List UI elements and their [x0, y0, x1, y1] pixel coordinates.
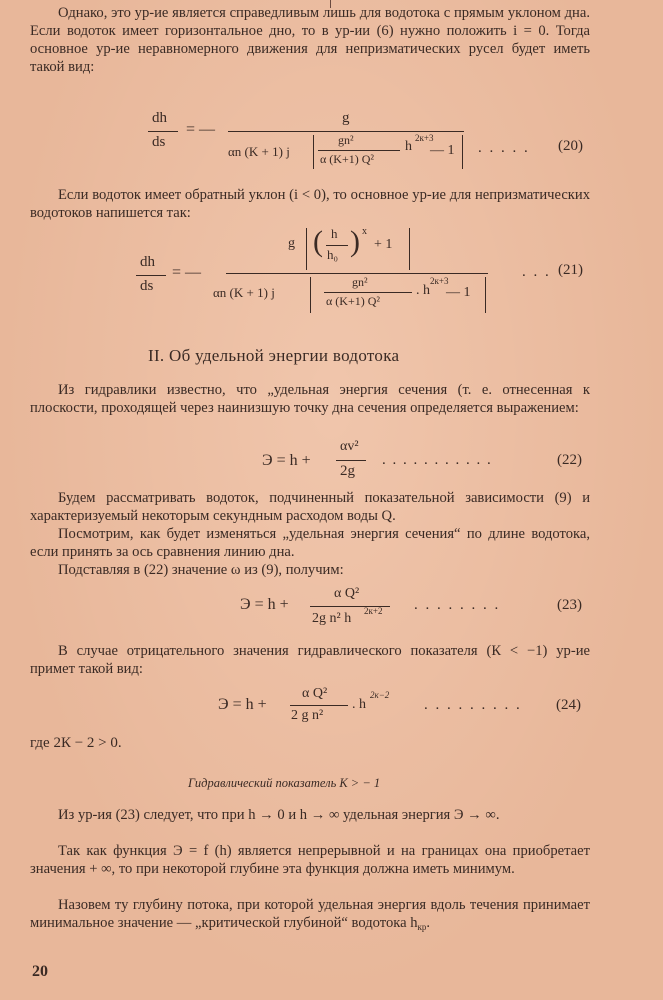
eq20-number: (20): [558, 138, 583, 154]
paragraph-7: Так как функция Э = f (h) является непрерывной и на границах она приобретает значения + ∞, то при некоторой глубине эта функция должна иметь минимум.: [30, 843, 590, 877]
eq20-minus1: — 1: [430, 143, 455, 158]
eq20-dots: . . . . .: [478, 140, 530, 156]
eq24-bar: [290, 705, 348, 706]
eq21-inner-bar: [324, 292, 412, 293]
eq21-minus1: — 1: [446, 285, 471, 300]
paragraph-8-end: .: [426, 915, 431, 931]
eq21-den-prefix: αn (K + 1) j: [213, 285, 275, 300]
eq23-exp: 2к+2: [364, 606, 383, 616]
eq21-x: x: [362, 226, 367, 237]
eq24-number: (24): [556, 697, 581, 713]
paragraph-8-subscript: кр: [417, 922, 427, 932]
eq23-dots: . . . . . . . .: [414, 597, 501, 613]
eq24-num-top: α Q²: [302, 686, 328, 701]
figure-caption: Гидравлический показатель К > − 1: [188, 776, 381, 790]
paragraph-2: Если водоток имеет обратный уклон (i < 0), то основное ур-ие для непризматических водотоков напишется так:: [30, 187, 590, 221]
eq24-exp: 2к−2: [370, 690, 390, 700]
eq20-main-bar: [228, 131, 464, 132]
eq24-dot-h: . h: [352, 697, 366, 712]
eq22-num-bot: 2g: [340, 463, 355, 479]
eq23-den: 2g n² h: [312, 611, 352, 626]
eq21-dots: . . .: [522, 264, 551, 280]
eq20-equals: = —: [186, 121, 216, 138]
eq21-paren-close: ): [350, 225, 360, 258]
eq20-gn2: gn²: [338, 133, 354, 147]
eq24-dots: . . . . . . . . .: [424, 697, 522, 713]
paragraph-5: В случае отрицательного значения гидравлического показателя (К < −1) ур-ие примет такой вид:: [30, 643, 590, 677]
eq20-inner-bar: [318, 150, 400, 151]
eq21-lhs-den: ds: [140, 278, 154, 294]
eq21-gn2: gn²: [352, 275, 368, 289]
eq21-h0: h₀: [327, 247, 339, 262]
eq21-lhs-bar: [136, 275, 166, 276]
eq23-lhs: Э = h +: [240, 596, 289, 613]
eq21-lhs-num: dh: [140, 254, 155, 270]
eq24-lhs: Э = h +: [218, 696, 267, 713]
eq21-paren-open: (: [313, 225, 323, 258]
eq21-h: h: [331, 226, 338, 241]
paragraph-8: [30, 896, 590, 936]
eq21-aKQ: α (K+1) Q²: [326, 294, 380, 308]
eq21-number: (21): [558, 262, 583, 278]
eq24-den: 2 g n²: [291, 708, 324, 723]
eq20-lhs-bar: [148, 131, 178, 132]
eq22-num-top: αv²: [340, 439, 359, 454]
eq20-h: h: [405, 139, 412, 154]
eq21-g: g: [288, 236, 295, 251]
eq22-dots: . . . . . . . . . . .: [382, 452, 493, 468]
eq21-hh0-bar: [326, 245, 348, 246]
eq21-dot-h: . h: [416, 283, 430, 298]
eq22-number: (22): [557, 452, 582, 468]
paragraph-1: Однако, это ур-ие является справедливым лишь для водотока с прямым уклоном дна. Если водоток имеет горизонтальное дно, то в ур-ии (6) нужно положить i = 0. Тогда основное ур-ие неравномерного движения для непризматических русел будет иметь такой вид:: [30, 5, 590, 75]
paragraph-4b: Посмотрим, как будет изменяться „удельная энергия сечения“ по длине водотока, если принять за ось сравнения линию дна.: [30, 526, 590, 560]
eq20-aKQ: α (K+1) Q²: [320, 152, 374, 166]
paragraph-3: Из гидравлики известно, что „удельная энергия сечения (т. е. отнесенная к плоскости, проходящей через наинизшую точку дна сечения определяется выражением:: [30, 382, 590, 416]
eq20-g: g: [342, 110, 350, 126]
eq22-bar: [336, 460, 366, 461]
eq21-main-bar: [226, 273, 488, 274]
eq22-lhs: Э = h +: [262, 452, 311, 469]
eq21-equals: = —: [172, 264, 202, 281]
page-number: 20: [32, 963, 48, 980]
eq21-plus1: + 1: [374, 237, 393, 252]
eq20-exp: 2к+3: [415, 133, 434, 143]
eq20-lhs-den: ds: [152, 134, 166, 150]
eq20-lhs-num: dh: [152, 110, 167, 126]
paragraph-8-text: Назовем ту глубину потока, при которой удельная энергия вдоль течения принимает минимальное значение — „критической глубиной“ водотока h: [30, 897, 590, 931]
paragraph-6: Из ур-ия (23) следует, что при h → 0 и h → ∞ удельная энергия Э → ∞.: [58, 807, 500, 823]
eq20-den-prefix: αn (K + 1) j: [228, 144, 290, 159]
paragraph-4c: Подставляя в (22) значение ω из (9), получим:: [58, 562, 344, 578]
eq23-num-top: α Q²: [334, 586, 360, 601]
section-heading: II. Об удельной энергии водотока: [148, 346, 400, 365]
paragraph-4a: Будем рассматривать водоток, подчиненный показательной зависимости (9) и характеризуемый некоторым секундным расходом воды Q.: [30, 490, 590, 524]
eq23-number: (23): [557, 597, 582, 613]
where-line: где 2К − 2 > 0.: [30, 735, 122, 751]
eq21-exp: 2к+3: [430, 276, 449, 286]
